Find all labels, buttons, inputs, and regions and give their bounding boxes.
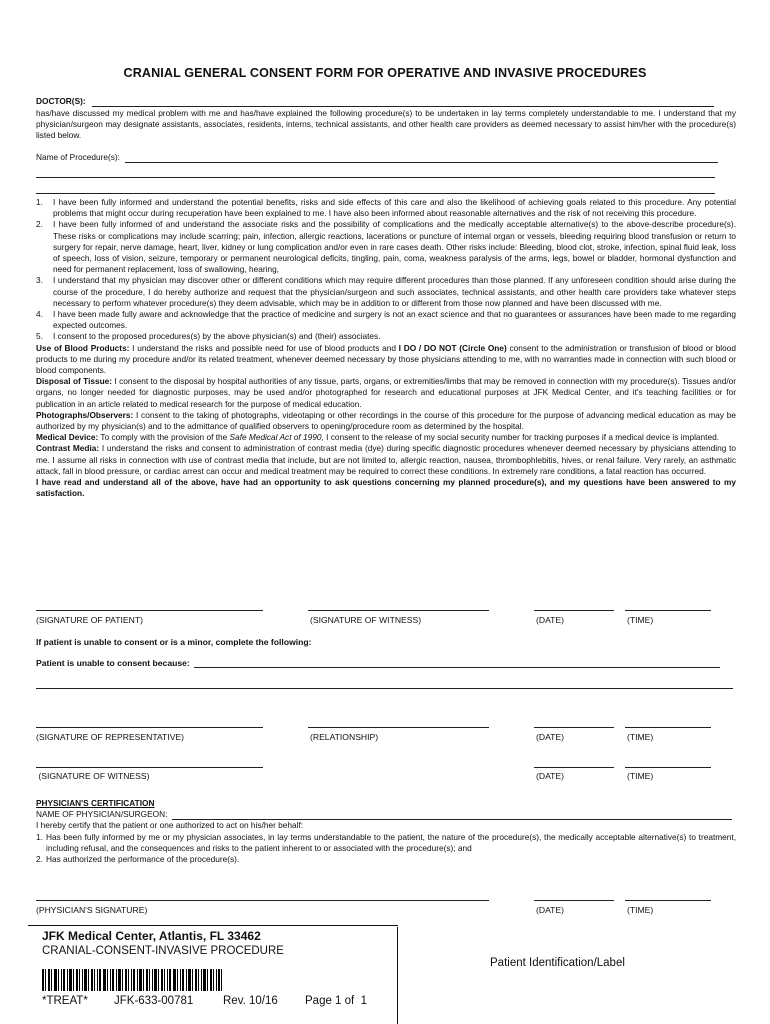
date-label: (DATE)	[536, 732, 565, 742]
unable-reason-field[interactable]	[194, 658, 720, 668]
form-name: CRANIAL-CONSENT-INVASIVE PROCEDURE	[42, 945, 284, 957]
contrast-media-paragraph: Contrast Media: I understand the risks and consent to administration of contrast media (dye) during specific diagnostic procedures whenever deemed necessary by physicians attending to me. I assume all risks in connection with use of contrast media that include, but are not limited to, allergic reaction, nausea, thrombophlebitis, hives, or renal failure. Very rarely, an asthmatic attack, fall in blood pressure, or cardiac arrest can occur and medical treatment may be required to correct these conditions. In extremely rare conditions, a fatal reaction has occurred.	[36, 443, 736, 476]
list-item: 2. I have been fully informed of and understand the associate risks and the possibility of complications and the medically acceptable alternative(s) to the above-describe procedure(s). These risks or complications may include scarring; pain, infection, allergic reactions, lacerations or puncture of internal organ or vessels, bleeding requiring blood transfusion or return to surgery for repair, nerve damage, heart, liver, kidney or lung complication and/or even in rare cases death. Other risks include: Bleeding, blood clot, stroke, infection, spinal fluid leak, loss of speech, loss of vision, seizure, temporary or permanent neurological deficits, tingling, pain, coma, weakness paralysis of the arms, legs, bowel or bladder, hormonal dysfunction and need for permanent replacement, loss of swallowing, hearing,	[36, 219, 736, 275]
date-line[interactable]	[534, 610, 614, 611]
time-line[interactable]	[625, 610, 711, 611]
date-line[interactable]	[534, 900, 614, 901]
signature-of-witness-label: (SIGNATURE OF WITNESS)	[310, 615, 422, 625]
physician-signature-label: (PHYSICIAN'S SIGNATURE)	[36, 905, 148, 915]
witness2-signature-line[interactable]	[36, 767, 263, 768]
physician-name-field[interactable]	[172, 810, 732, 820]
time-label: (TIME)	[627, 732, 654, 742]
procedure-label: Name of Procedure(s):	[36, 152, 120, 162]
signature-of-representative-label: (SIGNATURE OF REPRESENTATIVE)	[36, 732, 185, 742]
intro-paragraph: has/have discussed my medical problem with me and has/have explained the following procedure(s) to be undertaken in lay terms completely understandable to me. I understand that my physician/surgeon may designate assistants, associates, residents, interns, technical assistants, and other health care providers as deemed necessary to assist him/her with the procedure(s) listed below.	[36, 108, 736, 141]
photographs-paragraph: Photographs/Observers: I consent to the taking of photographs, videotaping or other recordings in the course of this procedure for the purpose of advancing medical education as may be authorized by my physician(s) and to the admittance of qualified observers to opening/procedure room as determined by the hospital.	[36, 409, 736, 432]
list-item: 3. I understand that my physician may discover other or different conditions which may require different procedures than those planned. If any unforeseen condition should arise during the course of the procedure, I do hereby authorize and request that the physician/surgeon and such associates, technical assistants, and other health care providers take whatever steps necessary to perform whatever procedure(s) they deem advisable, which may be in addition to or different from those now planned and have been discussed with me.	[36, 275, 736, 308]
list-item: 1. Has been fully informed by me or my physician associates, in lay terms understandable to the patient, the nature of the procedure(s), the medically acceptable alternative(s) to treatment, including refusal, and the consequences and risks to the patient inherent to or associated with the procedure(s); and	[36, 831, 736, 853]
acknowledgement: I have read and understand all of the above, have had an opportunity to ask questions concerning my planned procedure(s), and my questions have been answered to my satisfaction.	[36, 477, 736, 499]
procedure-field-line-3[interactable]	[36, 193, 715, 194]
signature-of-witness-label: (SIGNATURE OF WITNESS)	[36, 771, 150, 781]
list-item: 4. I have been made fully aware and acknowledge that the practice of medicine and surgery is not an exact science and that no guarantees or assurances have been made to me regarding expected outcomes.	[36, 309, 736, 331]
procedure-field[interactable]	[125, 153, 718, 163]
time-line[interactable]	[625, 727, 711, 728]
signature-of-patient-label: (SIGNATURE OF PATIENT)	[36, 615, 143, 625]
footer-divider	[397, 927, 398, 1024]
tissue-paragraph: Disposal of Tissue: I consent to the disposal by hospital authorities of any tissue, parts, organs, or extremities/limbs that may be removed in connection with my procedure(s). Tissues and/or organs, no longer needed for diagnostic purposes, may be used and/or photographed for research and educational purposes at JFK Medical Center, and it's teaching facilities or for publication in an article related to medical research for the purpose of medical education.	[36, 376, 736, 409]
date-line[interactable]	[534, 767, 614, 768]
form-revision: Rev. 10/16	[223, 995, 278, 1007]
physician-name-row: NAME OF PHYSICIAN/SURGEON:	[36, 809, 736, 820]
consent-items	[36, 197, 736, 499]
medical-center-name: JFK Medical Center, Atlantis, FL 33462	[42, 929, 261, 943]
form-number: JFK-633-00781	[114, 995, 194, 1007]
time-label: (TIME)	[627, 905, 654, 915]
doctors-row	[36, 96, 736, 107]
date-line[interactable]	[534, 727, 614, 728]
date-label: (DATE)	[536, 905, 565, 915]
doctors-field[interactable]	[92, 97, 714, 107]
physician-signature-line[interactable]	[36, 900, 489, 901]
page-number: Page 1 of 1	[305, 995, 368, 1007]
physician-certification	[36, 798, 736, 865]
procedure-row	[36, 152, 736, 163]
list-item: 5. I consent to the proposed procedures(s) by the above physician(s) and (their) associates.	[36, 331, 381, 342]
time-line[interactable]	[625, 900, 711, 901]
representative-signature-line[interactable]	[36, 727, 263, 728]
blood-products-paragraph: Use of Blood Products: I understand the risks and possible need for use of blood products and I DO / DO NOT (Circle One) consent to the administration or transfusion of blood or blood products to me during my procedure and/or its related treatment, whenever deemed necessary by those physicians attending to me, with no warranties made in connection with such blood or blood components.	[36, 342, 736, 376]
time-label: (TIME)	[627, 615, 654, 625]
relationship-line[interactable]	[308, 727, 489, 728]
date-label: (DATE)	[536, 615, 565, 625]
patient-signature-line[interactable]	[36, 610, 263, 611]
witness-signature-line[interactable]	[308, 610, 489, 611]
list-item: 2. Has authorized the performance of the procedure(s).	[36, 854, 240, 865]
form-title: CRANIAL GENERAL CONSENT FORM FOR OPERATIVE AND INVASIVE PROCEDURES	[123, 66, 647, 80]
procedure-field-line-2[interactable]	[36, 177, 715, 178]
time-label: (TIME)	[627, 771, 654, 781]
date-label: (DATE)	[536, 771, 565, 781]
barcode-image	[42, 969, 222, 991]
medical-device-paragraph: Medical Device: To comply with the provision of the Safe Medical Act of 1990, I consent to the release of my social security number for tracking purposes if a medical device is implanted.	[36, 432, 720, 443]
list-item: 1. I have been fully informed and understand the potential benefits, risks and side effects of this care and also the likelihood of achieving goals related to this procedure. Any potential problems that might occur during recuperation have been explained to me. I have also been informed about reasonable alternatives and the risk of not receiving this procedure.	[36, 197, 736, 219]
doctors-label: DOCTOR(S):	[36, 96, 86, 106]
circle-one-choice[interactable]: I DO / DO NOT (Circle One)	[398, 342, 507, 353]
unable-to-consent-row: Patient is unable to consent because:	[36, 658, 736, 668]
relationship-label: (RELATIONSHIP)	[310, 732, 379, 742]
footer-top-rule	[28, 925, 398, 926]
treat-code: *TREAT*	[42, 995, 88, 1007]
unable-to-consent-heading: If patient is unable to consent or is a minor, complete the following:	[36, 637, 312, 647]
unable-reason-line-2[interactable]	[36, 688, 733, 689]
physician-certification-heading: PHYSICIAN'S CERTIFICATION	[36, 798, 155, 808]
certify-statement: I hereby certify that the patient or one authorized to act on his/her behalf:	[36, 820, 304, 831]
time-line[interactable]	[625, 767, 711, 768]
patient-label-area: Patient Identification/Label	[490, 957, 625, 969]
